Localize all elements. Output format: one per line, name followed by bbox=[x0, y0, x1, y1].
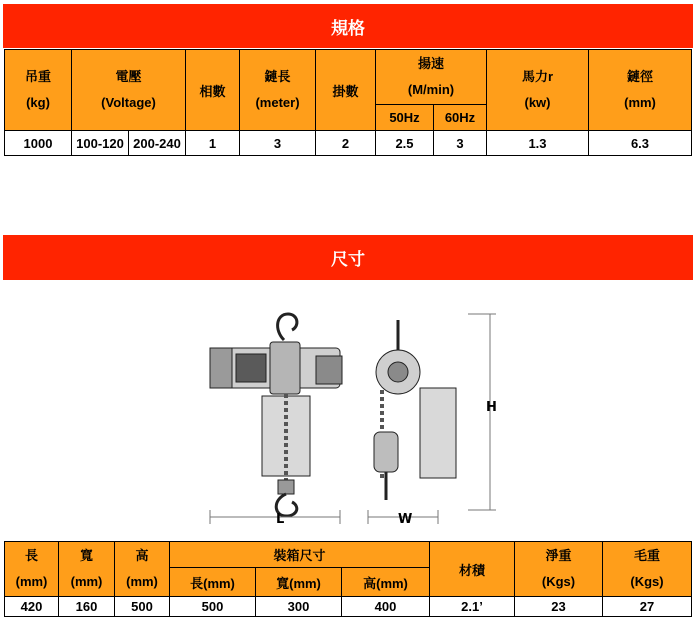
front-fan-cover bbox=[210, 348, 232, 388]
header-voltage: 電壓 (Voltage) bbox=[72, 50, 186, 131]
header-chain-length: 鏈長 (meter) bbox=[240, 50, 316, 131]
header-chain-diameter: 鏈徑 (mm) bbox=[589, 50, 692, 131]
cell-voltage-low: 100-120 bbox=[72, 131, 129, 156]
header-pack-height: 高(mm) bbox=[342, 568, 430, 597]
header-lift-speed: 揚速 (M/min) bbox=[376, 50, 487, 105]
cell-gross-weight: 27 bbox=[603, 597, 692, 617]
cell-length: 420 bbox=[5, 597, 59, 617]
front-top-hook bbox=[278, 314, 297, 340]
header-50hz: 50Hz bbox=[376, 105, 434, 131]
length-label: L bbox=[276, 512, 285, 527]
header-falls: 掛數 bbox=[316, 50, 376, 131]
cell-pack-height: 400 bbox=[342, 597, 430, 617]
cell-horsepower: 1.3 bbox=[487, 131, 589, 156]
header-length: 長 (mm) bbox=[5, 542, 59, 597]
width-label: W bbox=[398, 512, 413, 527]
cell-pack-length: 500 bbox=[170, 597, 256, 617]
hoist-drawing-svg bbox=[206, 310, 506, 532]
front-label-plate bbox=[236, 354, 266, 382]
spec-section-banner bbox=[3, 4, 693, 48]
front-gearbox bbox=[270, 342, 300, 394]
cell-lift-weight: 1000 bbox=[5, 131, 72, 156]
cell-pack-width: 300 bbox=[256, 597, 342, 617]
cell-volume: 2.1’ bbox=[430, 597, 515, 617]
header-volume: 材積 bbox=[430, 542, 515, 597]
cell-height: 500 bbox=[115, 597, 170, 617]
spec-table bbox=[4, 49, 692, 156]
side-hook-block bbox=[374, 432, 398, 472]
header-60hz: 60Hz bbox=[434, 105, 487, 131]
cell-chain-length: 3 bbox=[240, 131, 316, 156]
hoist-dimension-drawing bbox=[206, 310, 506, 532]
dimension-section-title: 尺寸 bbox=[331, 250, 365, 270]
height-label: H bbox=[486, 400, 497, 415]
front-control-box bbox=[316, 356, 342, 384]
header-net-weight: 淨重 (Kgs) bbox=[515, 542, 603, 597]
dimension-data-row bbox=[5, 597, 692, 617]
cell-phase: 1 bbox=[186, 131, 240, 156]
cell-voltage-high: 200-240 bbox=[129, 131, 186, 156]
header-pack-length: 長(mm) bbox=[170, 568, 256, 597]
side-chain-bag bbox=[420, 388, 456, 478]
header-width: 寬 (mm) bbox=[59, 542, 115, 597]
header-gross-weight: 毛重 (Kgs) bbox=[603, 542, 692, 597]
cell-width: 160 bbox=[59, 597, 115, 617]
header-phase: 相數 bbox=[186, 50, 240, 131]
cell-speed-60hz: 3 bbox=[434, 131, 487, 156]
cell-net-weight: 23 bbox=[515, 597, 603, 617]
cell-speed-50hz: 2.5 bbox=[376, 131, 434, 156]
dimension-table bbox=[4, 541, 692, 617]
cell-chain-diameter: 6.3 bbox=[589, 131, 692, 156]
header-horsepower: 馬力r (kw) bbox=[487, 50, 589, 131]
cell-falls: 2 bbox=[316, 131, 376, 156]
spec-data-row bbox=[5, 131, 692, 156]
header-height: 高 (mm) bbox=[115, 542, 170, 597]
header-lift-weight: 吊重 (kg) bbox=[5, 50, 72, 131]
dimension-section-banner bbox=[3, 235, 693, 280]
spec-section-title: 規格 bbox=[331, 18, 365, 39]
header-packing-size: 裝箱尺寸 bbox=[170, 542, 430, 568]
header-pack-width: 寬(mm) bbox=[256, 568, 342, 597]
front-hook-block bbox=[278, 480, 294, 494]
